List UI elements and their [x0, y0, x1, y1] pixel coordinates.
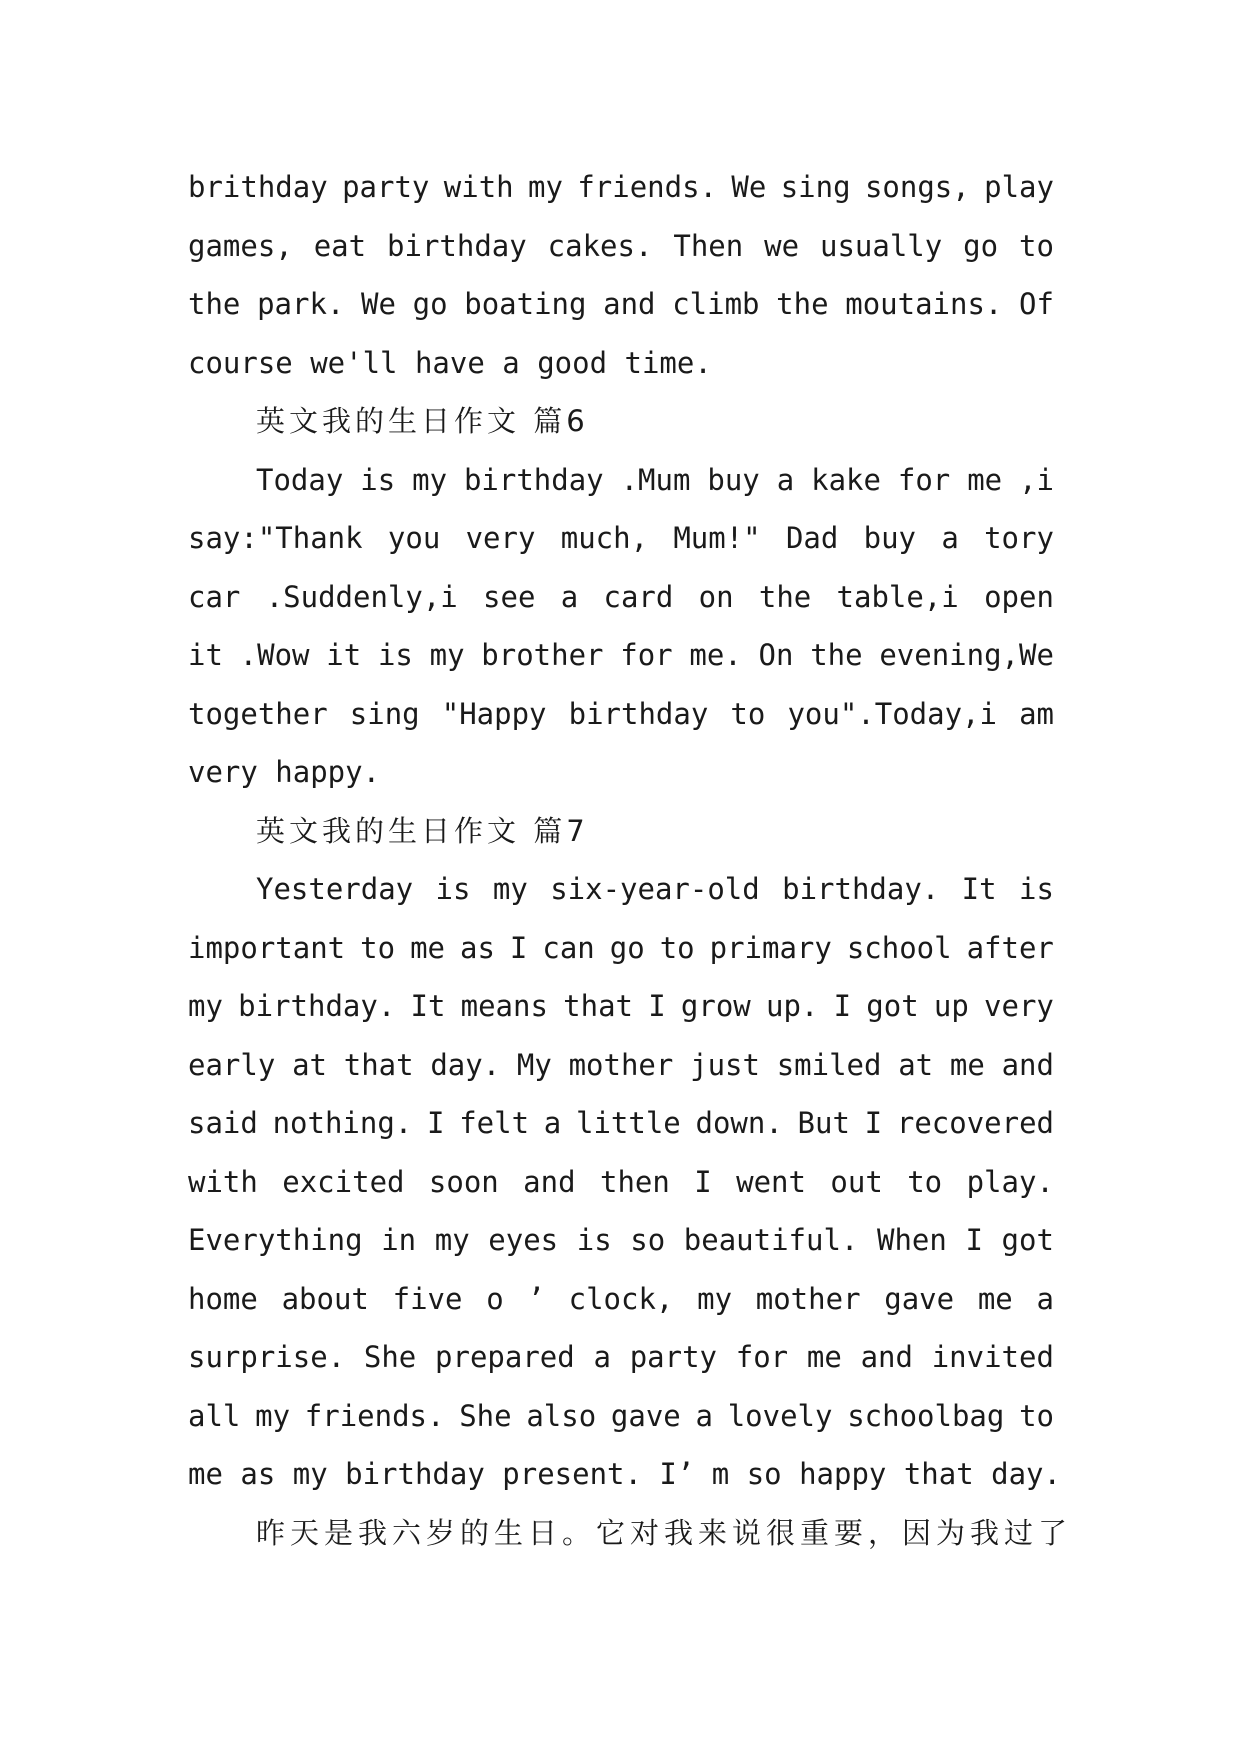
- word: excited: [282, 1164, 405, 1199]
- word: felt: [459, 1106, 530, 1140]
- word: a: [776, 462, 795, 497]
- word: surprise.: [188, 1340, 346, 1374]
- word: gave: [884, 1281, 955, 1316]
- word: with: [443, 170, 514, 204]
- paragraph-line: course we'll have a good time.: [188, 345, 712, 380]
- paragraph-line: [188, 1094, 1054, 1153]
- word: it: [326, 638, 362, 672]
- paragraph-line: me as my birthday present. I’ m so happy that day.: [188, 1457, 1061, 1491]
- word: to: [730, 696, 766, 731]
- word: party: [342, 170, 430, 204]
- word: a: [593, 1340, 611, 1374]
- word: eat: [313, 228, 367, 263]
- word: We: [731, 170, 767, 204]
- word: mother: [568, 1047, 674, 1082]
- word: "Happy: [441, 696, 547, 731]
- word: on: [698, 579, 734, 614]
- word: that: [563, 989, 634, 1023]
- word: primary: [709, 930, 832, 965]
- word: my: [528, 170, 563, 204]
- word: I: [509, 930, 528, 965]
- word: a: [560, 579, 579, 614]
- word: for: [735, 1340, 789, 1374]
- word: beautiful.: [683, 1223, 859, 1257]
- word: moutains.: [845, 287, 1003, 321]
- word: brithday: [188, 170, 328, 204]
- word: o: [486, 1281, 504, 1316]
- paragraph-line: [188, 451, 1054, 510]
- word: soon: [428, 1164, 499, 1199]
- word: I: [648, 989, 666, 1023]
- word: Today: [256, 462, 344, 497]
- word: a: [1036, 1281, 1054, 1316]
- word: mother: [755, 1281, 861, 1316]
- word: out: [830, 1164, 883, 1199]
- word: much,: [560, 521, 649, 555]
- paragraph-line: [188, 1036, 1054, 1095]
- word: I: [965, 1223, 983, 1257]
- word: boating: [464, 287, 587, 321]
- word: table,i: [836, 579, 959, 614]
- word: On: [758, 638, 794, 672]
- word: I: [864, 1106, 883, 1140]
- word: say:"Thank: [188, 521, 363, 555]
- word: to: [907, 1164, 943, 1199]
- word: sing: [349, 696, 420, 731]
- word: me: [806, 1340, 842, 1374]
- word: five: [392, 1281, 463, 1316]
- word: see: [483, 579, 536, 614]
- word: buy: [863, 521, 917, 555]
- word: we: [764, 228, 800, 263]
- word: six-year-old: [550, 872, 760, 906]
- word: usually: [820, 228, 943, 263]
- word: is: [576, 1223, 612, 1257]
- word: all: [188, 1398, 241, 1433]
- word: .Wow: [239, 638, 310, 672]
- word: grow: [680, 989, 751, 1023]
- section-heading: 英文我的生日作文 篇6: [256, 404, 589, 438]
- word: Yesterday: [256, 872, 414, 906]
- word: recovered: [896, 1106, 1054, 1140]
- word: is: [360, 462, 396, 497]
- word: nothing.: [272, 1106, 413, 1140]
- word: But: [797, 1106, 850, 1140]
- word: just: [690, 1047, 760, 1082]
- paragraph-line: [188, 1328, 1054, 1387]
- word: a: [941, 521, 959, 555]
- word: Everything: [188, 1223, 363, 1257]
- word: sing: [780, 170, 851, 204]
- word: the: [776, 287, 829, 321]
- paragraph-line: [188, 217, 1054, 276]
- word: very: [465, 521, 536, 555]
- word: up: [933, 989, 969, 1023]
- word: to: [360, 930, 396, 965]
- word: is: [1019, 872, 1054, 906]
- word: climb: [672, 287, 760, 321]
- word: said: [188, 1106, 258, 1140]
- paragraph-line: [188, 1211, 1054, 1270]
- word: went: [736, 1164, 806, 1199]
- word: cakes.: [547, 228, 653, 263]
- word: clock,: [568, 1281, 674, 1316]
- word: down.: [695, 1106, 783, 1140]
- paragraph-line: [188, 1153, 1054, 1212]
- word: together: [188, 696, 328, 731]
- word: She: [459, 1398, 512, 1433]
- word: and: [1001, 1047, 1054, 1082]
- word: party: [629, 1340, 717, 1374]
- word: buy: [707, 462, 760, 497]
- word: so: [630, 1223, 666, 1257]
- paragraph-line: [188, 860, 1054, 919]
- word: my: [412, 462, 448, 497]
- word: me: [410, 930, 445, 965]
- word: Then: [673, 228, 744, 263]
- word: and: [603, 287, 656, 321]
- paragraph-line: [188, 685, 1054, 744]
- word: got: [1001, 1223, 1054, 1257]
- word: birthday: [568, 696, 709, 731]
- word: me: [967, 462, 1003, 497]
- word: after: [966, 930, 1054, 965]
- word: Mum!": [673, 521, 761, 555]
- paragraph-line: [188, 977, 1054, 1036]
- word: My: [516, 1047, 552, 1082]
- word: the: [810, 638, 863, 672]
- word: got: [866, 989, 919, 1023]
- word: card: [603, 579, 674, 614]
- word: am: [1019, 696, 1054, 731]
- word: birthday: [387, 228, 527, 263]
- word: me.: [689, 638, 742, 672]
- word: I: [833, 989, 852, 1023]
- word: as: [459, 930, 495, 965]
- word: school: [846, 930, 952, 965]
- word: you".Today,i: [787, 696, 997, 731]
- word: brother: [481, 638, 604, 672]
- word: park.: [257, 287, 345, 321]
- paragraph-line: [188, 1387, 1054, 1446]
- word: eyes: [488, 1223, 559, 1257]
- word: invited: [931, 1340, 1054, 1374]
- paragraph-line: [188, 568, 1054, 627]
- word: very: [984, 989, 1054, 1023]
- word: kake: [811, 462, 881, 497]
- paragraph-line: [188, 1270, 1054, 1329]
- word: little: [575, 1106, 681, 1140]
- word: gave: [610, 1398, 681, 1433]
- word: means: [460, 989, 548, 1023]
- word: prepared: [435, 1340, 575, 1374]
- word: ’: [527, 1281, 545, 1316]
- document-body: [188, 158, 1073, 1562]
- word: important: [188, 930, 346, 965]
- word: my: [434, 1223, 470, 1257]
- word: open: [984, 579, 1054, 614]
- word: you: [387, 521, 441, 555]
- word: me: [949, 1047, 985, 1082]
- word: a: [695, 1398, 713, 1433]
- word: go: [963, 228, 999, 263]
- word: We: [361, 287, 396, 321]
- word: my: [255, 1398, 291, 1433]
- word: and: [523, 1164, 576, 1199]
- word: friends.: [304, 1398, 445, 1433]
- word: that: [343, 1047, 414, 1082]
- word: lovely: [727, 1398, 833, 1433]
- word: for: [897, 462, 951, 497]
- word: smiled: [776, 1047, 882, 1082]
- paragraph-line: [188, 509, 1054, 568]
- word: birthday: [463, 462, 604, 497]
- word: tory: [984, 521, 1054, 555]
- word: It: [410, 989, 446, 1023]
- word: up.: [765, 989, 819, 1023]
- word: play: [984, 170, 1054, 204]
- paragraph-line: [188, 626, 1054, 685]
- section-heading: 英文我的生日作文 篇7: [256, 813, 589, 848]
- word: When: [877, 1223, 947, 1257]
- word: I: [427, 1106, 445, 1140]
- word: go: [609, 930, 645, 965]
- word: birthday.: [782, 872, 940, 906]
- word: a: [543, 1106, 562, 1140]
- word: Of: [1019, 287, 1054, 321]
- word: .Mum: [620, 462, 691, 497]
- word: my: [429, 638, 465, 672]
- word: .Suddenly,i: [265, 579, 458, 614]
- paragraph-line-chinese: 昨天是我六岁的生日。它对我来说很重要，因为我过了: [256, 1515, 1073, 1550]
- word: my: [492, 872, 528, 906]
- word: it: [188, 638, 223, 672]
- word: to: [1019, 228, 1054, 263]
- word: ,i: [1019, 462, 1054, 497]
- word: home: [188, 1281, 258, 1316]
- word: at: [292, 1047, 327, 1082]
- word: evening,We: [879, 638, 1054, 672]
- word: is: [435, 872, 471, 906]
- word: songs,: [864, 170, 970, 204]
- word: then: [599, 1164, 670, 1199]
- word: games,: [188, 228, 293, 263]
- word: the: [758, 579, 812, 614]
- word: the: [188, 287, 241, 321]
- paragraph-line: very happy.: [188, 755, 381, 789]
- word: my: [697, 1281, 733, 1316]
- word: car: [188, 579, 241, 614]
- word: is: [377, 638, 413, 672]
- paragraph-line: [188, 275, 1054, 334]
- paragraph-line: [188, 158, 1054, 217]
- word: birthday.: [238, 989, 396, 1023]
- word: early: [188, 1047, 276, 1082]
- paragraph-line: [188, 919, 1054, 978]
- word: to: [659, 930, 695, 965]
- word: to: [1019, 1398, 1054, 1433]
- word: and: [860, 1340, 913, 1374]
- word: I: [694, 1164, 712, 1199]
- word: friends.: [577, 170, 718, 204]
- word: schoolbag: [847, 1398, 1005, 1433]
- word: go: [412, 287, 448, 321]
- word: me: [977, 1281, 1013, 1316]
- word: at: [898, 1047, 934, 1082]
- word: play.: [966, 1164, 1054, 1199]
- word: can: [542, 930, 595, 965]
- word: day.: [430, 1047, 501, 1082]
- word: She: [363, 1340, 417, 1374]
- word: about: [281, 1281, 369, 1316]
- word: It: [961, 872, 997, 906]
- word: my: [188, 989, 223, 1023]
- word: also: [526, 1398, 597, 1433]
- word: with: [188, 1164, 258, 1199]
- word: for: [620, 638, 673, 672]
- word: Dad: [785, 521, 839, 555]
- word: in: [381, 1223, 417, 1257]
